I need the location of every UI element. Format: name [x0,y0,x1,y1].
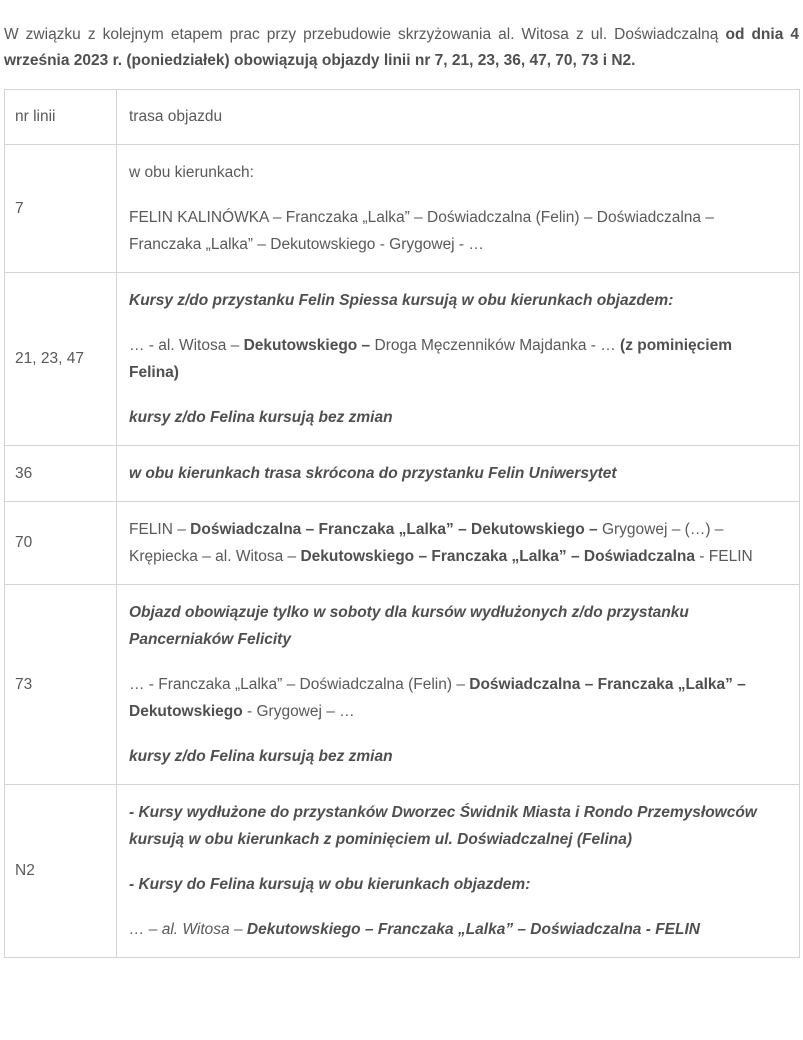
detour-paragraph [129,332,785,386]
row-3-para-0-segment-0: FELIN – [129,521,191,538]
intro-text-segment-1: od dnia 4 września 2023 r. (poniedziałek) obowiązują objazdy linii nr 7, 21, 23, 36, 47, 70, 73 i N2. [4,25,799,69]
cell-detour-route [117,145,800,273]
row-4-para-0-segment-0: Objazd obowiązuje tylko w soboty dla kursów wydłużonych z/do przystanku Pancerniaków Felicity [129,604,689,648]
detour-paragraph [129,204,785,258]
row-1-para-1-segment-1: Dekutowskiego – [243,337,375,354]
detour-paragraph [129,599,785,653]
row-3-para-0-segment-4: - FELIN [695,548,753,565]
table-row [5,273,800,446]
cell-detour-route [117,785,800,958]
row-1-para-1-segment-2: Droga Męczenników Majdanka - … [374,337,621,354]
table-header [5,90,800,145]
cell-line-number: 70 [5,502,117,585]
detour-table [4,89,800,958]
detour-paragraph [129,671,785,725]
detour-paragraph [129,799,785,853]
table-header-row [5,90,800,145]
table-row [5,585,800,785]
cell-detour-route [117,446,800,502]
cell-line-number: 73 [5,585,117,785]
detour-paragraph [129,516,785,570]
table-row [5,446,800,502]
row-5-para-1-segment-0: - Kursy do Felina kursują w obu kierunkach objazdem: [129,876,531,893]
cell-detour-route [117,502,800,585]
table-row [5,785,800,958]
row-2-para-0-segment-0: w obu kierunkach trasa skrócona do przystanku Felin Uniwersytet [129,465,617,482]
cell-detour-route [117,273,800,446]
row-4-para-1-segment-0: … - Franczaka „Lalka” – Doświadczalna (Felin) – [129,676,470,693]
row-4-para-1-segment-2: - Grygowej – … [242,703,355,720]
row-0-para-1-segment-0: FELIN KALINÓWKA – Franczaka „Lalka” – Doświadczalna (Felin) – Doświadczalna – Franczaka „Lalka” – Dekutowskiego - Grygowej - … [129,209,714,253]
row-1-para-0-segment-0: Kursy z/do przystanku Felin Spiessa kursują w obu kierunkach objazdem: [129,292,674,309]
document-page [0,16,803,959]
table-body [5,145,800,958]
row-5-para-2-segment-0: … – al. Witosa – [129,921,247,938]
detour-paragraph [129,287,785,314]
row-3-para-0-segment-2: Grygowej – (…) – Krępiecka – al. Witosa – [129,521,724,565]
cell-detour-route [117,585,800,785]
intro-paragraph [0,16,803,74]
row-1-para-1-segment-0: … - al. Witosa – [129,337,244,354]
row-3-para-0-segment-3: Dekutowskiego – Franczaka „Lalka” – Doświadczalna [300,548,695,565]
cell-line-number: 21, 23, 47 [5,273,117,446]
row-0-para-0-segment-0: w obu kierunkach: [129,164,254,181]
detour-paragraph [129,159,785,186]
detour-paragraph [129,404,785,431]
row-5-para-2-segment-1: Dekutowskiego – Franczaka „Lalka” – Doświadczalna - FELIN [246,921,700,938]
detour-paragraph [129,871,785,898]
row-4-para-1-segment-1: Doświadczalna – Franczaka „Lalka” – Dekutowskiego [129,676,746,720]
table-row [5,145,800,273]
detour-paragraph [129,916,785,943]
cell-line-number: 36 [5,446,117,502]
intro-text-segment-0: W związku z kolejnym etapem prac przy przebudowie skrzyżowania al. Witosa z ul. Doświadczalną [4,25,726,43]
row-1-para-2-segment-0: kursy z/do Felina kursują bez zmian [129,409,393,426]
row-4-para-2-segment-0: kursy z/do Felina kursują bez zmian [129,748,393,765]
column-header-detour-route: trasa objazdu [117,90,800,145]
cell-line-number: 7 [5,145,117,273]
detour-paragraph [129,743,785,770]
table-container [0,89,803,958]
column-header-line-number: nr linii [5,90,117,145]
table-row [5,502,800,585]
detour-paragraph [129,460,785,487]
row-1-para-1-segment-3: (z pominięciem Felina) [129,337,732,381]
cell-line-number: N2 [5,785,117,958]
row-3-para-0-segment-1: Doświadczalna – Franczaka „Lalka” – Dekutowskiego – [190,521,602,538]
row-5-para-0-segment-0: - Kursy wydłużone do przystanków Dworzec Świdnik Miasta i Rondo Przemysłowców kursują w obu kierunkach z pominięciem ul. Doświadczalnej (Felina) [129,804,757,848]
